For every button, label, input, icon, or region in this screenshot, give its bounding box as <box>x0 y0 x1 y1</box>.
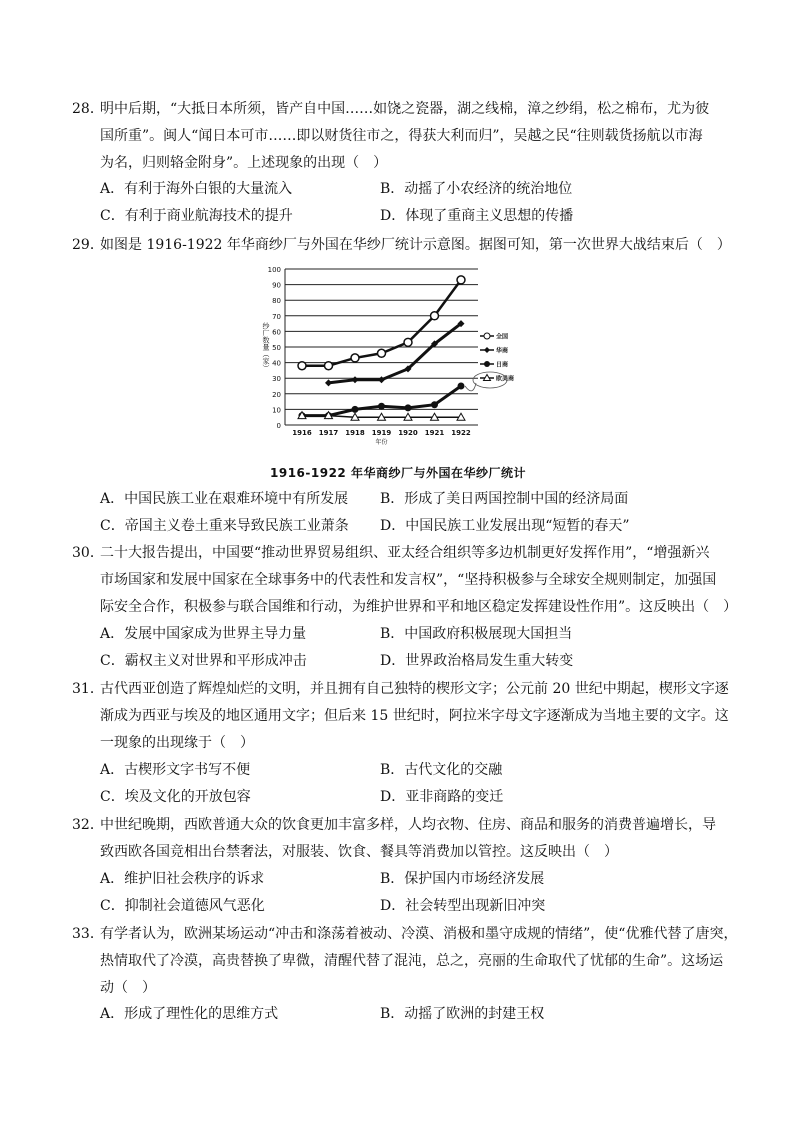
data-point <box>378 349 386 357</box>
question-number: 31． <box>72 681 104 697</box>
question-number: 30． <box>72 545 104 561</box>
data-point <box>298 362 306 370</box>
question-stem-line: 明中后期，“大抵日本所须，皆产自中国……如饶之瓷器，湖之线棉，漳之纱绢，松之棉布，尤为彼 <box>100 101 710 117</box>
data-point <box>431 312 439 320</box>
answer-option-c[interactable]: C．有利于商业航海技术的提升 <box>100 208 293 224</box>
spinning-mill-chart <box>258 262 515 446</box>
x-tick-label: 1917 <box>318 429 339 437</box>
legend-marker <box>484 333 490 339</box>
answer-option-b[interactable]: B．动摇了小农经济的统治地位 <box>380 181 573 197</box>
chart-caption: 1916-1922 年华商纱厂与外国在华纱厂统计 <box>270 466 526 480</box>
y-tick-label: 50 <box>272 344 281 352</box>
question-stem-line: 一现象的出现缘于（ ） <box>100 735 254 751</box>
question-stem-line: 中世纪晚期，西欧普通大众的饮食更加丰富多样，人均衣物、住房、商品和服务的消费普遍增长，导 <box>100 817 716 833</box>
data-point <box>457 276 465 284</box>
answer-option-c[interactable]: C．霸权主义对世界和平形成冲击 <box>100 653 307 669</box>
legend-label: 全国 <box>496 333 509 341</box>
question-stem-line: 国所重”。闽人“闻日本可市……即以财货往市之，得获大利而归”，吴越之民“往则载货扬航以市海 <box>100 128 703 144</box>
data-point <box>351 354 359 362</box>
question-stem-line: 二十大报告提出，中国要“推动世界贸易组织、亚太经合组织等多边机制更好发挥作用”，“增强新兴 <box>100 545 710 561</box>
series-line-1 <box>329 324 462 383</box>
question-stem-line: 致西欧各国竞相出台禁奢法，对服装、饮食、餐具等消费加以管控。这反映出（ ） <box>100 844 618 860</box>
answer-option-a[interactable]: A．有利于海外白银的大量流入 <box>100 181 293 197</box>
y-tick-label: 20 <box>272 390 281 399</box>
answer-option-d[interactable]: D．世界政治格局发生重大转变 <box>380 653 574 669</box>
y-tick-label: 30 <box>272 375 281 384</box>
answer-option-d[interactable]: D．体现了重商主义思想的传播 <box>380 208 574 224</box>
y-tick-label: 10 <box>272 406 281 415</box>
x-tick-label: 1916 <box>292 429 312 437</box>
question-stem-line: 有学者认为，欧洲某场运动“冲击和涤荡着被动、冷漠、消极和墨守成规的情绪”，使“优雅代替了唐突， <box>100 926 738 942</box>
data-point <box>404 338 412 346</box>
answer-option-b[interactable]: B．保护国内市场经济发展 <box>380 871 545 887</box>
x-tick-label: 1919 <box>371 429 392 437</box>
question-stem-line: 动（ ） <box>100 980 156 996</box>
question-stem-line: 市场国家和发展中国家在全球事务中的代表性和发言权”，“坚持积极参与全球安全规则制定，加强国 <box>100 572 717 588</box>
question-number: 28． <box>72 101 104 117</box>
data-point <box>352 376 359 383</box>
y-axis-label: 纱厂数量（家） <box>262 322 270 372</box>
question-stem-line: 为名，归则辂金附身”。上述现象的出现（ ） <box>100 155 388 171</box>
x-tick-label: 1920 <box>398 429 418 437</box>
y-tick-label: 40 <box>272 359 281 368</box>
y-tick-label: 60 <box>272 328 281 337</box>
answer-option-d[interactable]: D．亚非商路的变迁 <box>380 789 504 805</box>
data-point <box>431 401 438 408</box>
question-number: 33． <box>72 926 104 942</box>
question-stem-line: 际安全合作，积极参与联合国维和行动，为维护世界和平和地区稳定发挥建设性作用”。这反映出（ ） <box>100 599 738 615</box>
answer-option-a[interactable]: A．维护旧社会秩序的诉求 <box>100 871 265 887</box>
x-tick-label: 1922 <box>451 429 471 437</box>
answer-option-a[interactable]: A．发展中国家成为世界主导力量 <box>100 626 307 642</box>
data-point <box>458 383 465 390</box>
answer-option-b[interactable]: B．中国政府积极展现大国担当 <box>380 626 573 642</box>
answer-option-c[interactable]: C．抑制社会道德风气恶化 <box>100 898 265 914</box>
question-number: 32． <box>72 817 104 833</box>
legend-marker <box>484 361 490 367</box>
series-line-2 <box>302 386 461 416</box>
answer-option-b[interactable]: B．古代文化的交融 <box>380 762 503 778</box>
question-number: 29． <box>72 237 104 253</box>
question-stem-line: 渐成为西亚与埃及的地区通用文字；但后来 15 世纪时，阿拉米字母文字逐渐成为当地主要的文字。这 <box>100 708 729 724</box>
answer-option-d[interactable]: D．中国民族工业发展出现“短暂的春天” <box>380 518 630 534</box>
answer-option-d[interactable]: D．社会转型出现新旧冲突 <box>380 898 546 914</box>
legend-label: 华商 <box>496 347 509 355</box>
answer-option-c[interactable]: C．帝国主义卷土重来导致民族工业萧条 <box>100 518 349 534</box>
y-tick-label: 90 <box>272 281 281 290</box>
y-tick-label: 70 <box>272 312 281 321</box>
y-tick-label: 80 <box>272 297 281 306</box>
answer-option-a[interactable]: A．古楔形文字书写不便 <box>100 762 251 778</box>
legend-label: 欧美商 <box>496 375 515 383</box>
x-tick-label: 1918 <box>345 429 365 437</box>
y-tick-label: 100 <box>267 266 281 274</box>
question-stem-line: 古代西亚创造了辉煌灿烂的文明，并且拥有自己独特的楔形文字；公元前 20 世纪中期起，楔形文字逐 <box>100 681 729 697</box>
data-point <box>405 404 412 411</box>
data-point <box>378 403 385 410</box>
x-tick-label: 1921 <box>424 429 445 437</box>
data-point <box>352 406 359 413</box>
answer-option-a[interactable]: A．形成了理性化的思维方式 <box>100 1006 279 1022</box>
answer-option-a[interactable]: A．中国民族工业在艰难环境中有所发展 <box>100 491 349 507</box>
legend-callout-pointer <box>465 383 476 391</box>
question-stem-line: 热情取代了冷漠，高贵替换了卑微，清醒代替了混沌，总之，亮丽的生命取代了忧郁的生命”。这场运 <box>100 953 724 969</box>
x-axis-label: 年份 <box>375 439 388 446</box>
legend-marker <box>484 347 490 353</box>
answer-option-b[interactable]: B．形成了美日两国控制中国的经济局面 <box>380 491 629 507</box>
question-stem-line: 如图是 1916-1922 年华商纱厂与外国在华纱厂统计示意图。据图可知，第一次世界大战结束后（ ） <box>100 237 731 253</box>
line-chart <box>258 262 515 446</box>
data-point <box>325 362 333 370</box>
legend-label: 日商 <box>496 361 509 369</box>
answer-option-b[interactable]: B．动摇了欧洲的封建王权 <box>380 1006 545 1022</box>
data-point <box>325 379 332 386</box>
answer-option-c[interactable]: C．埃及文化的开放包容 <box>100 789 251 805</box>
y-tick-label: 0 <box>276 422 281 430</box>
